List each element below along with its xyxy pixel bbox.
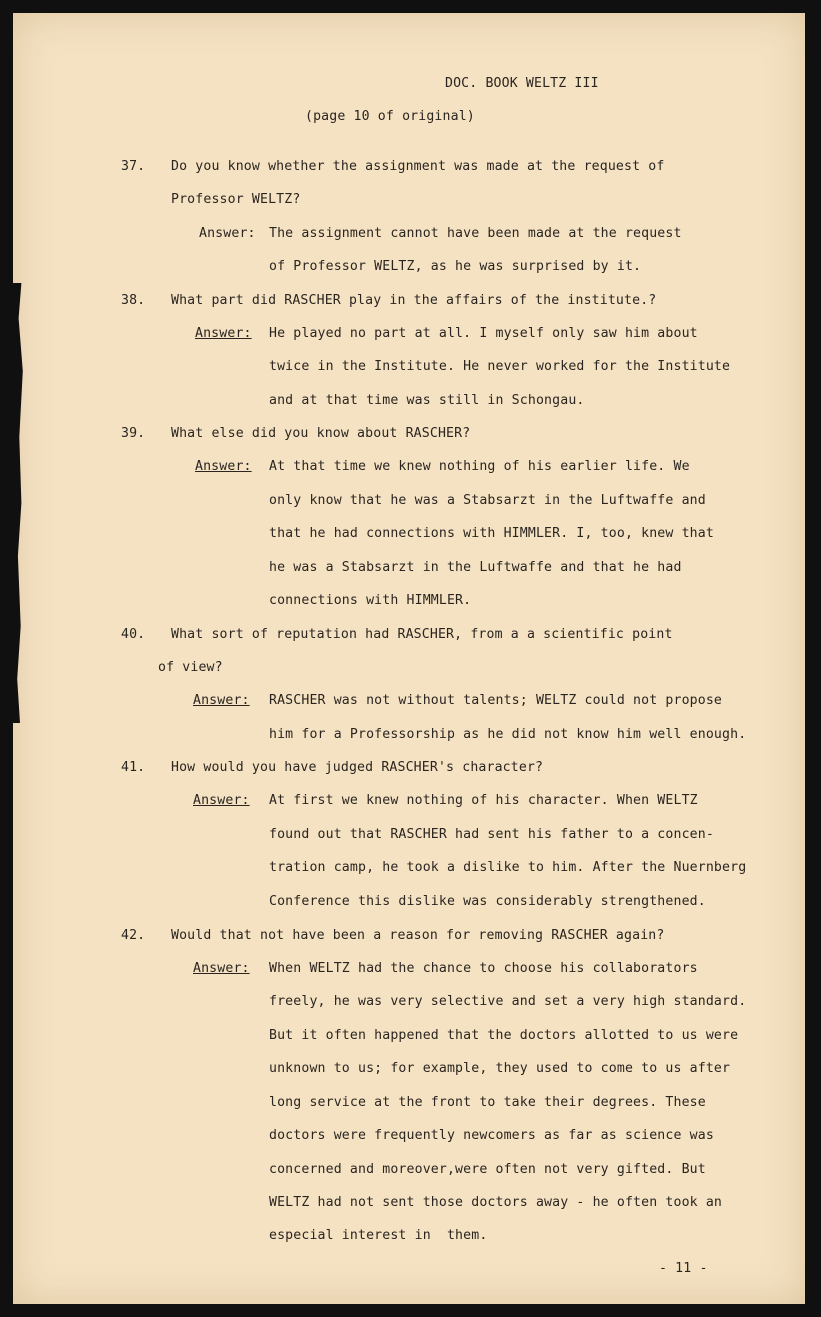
answer-line: doctors were frequently newcomers as far as science was	[269, 1128, 714, 1143]
question-line: How would you have judged RASCHER's character?	[171, 760, 544, 775]
item-number: 40.	[121, 627, 146, 642]
answer-line: connections with HIMMLER.	[269, 593, 472, 608]
answer-label: Answer:	[199, 226, 256, 241]
torn-edge	[13, 283, 27, 723]
answer-line: At first we knew nothing of his character. When WELTZ	[269, 793, 698, 808]
item-number: 38.	[121, 293, 146, 308]
answer-line: concerned and moreover,were often not very gifted. But	[269, 1162, 706, 1177]
question-line: Do you know whether the assignment was made at the request of	[171, 159, 665, 174]
answer-line: only know that he was a Stabsarzt in the Luftwaffe and	[269, 493, 706, 508]
answer-line: When WELTZ had the chance to choose his collaborators	[269, 961, 698, 976]
answer-label: Answer:	[195, 326, 252, 341]
item-number: 39.	[121, 426, 146, 441]
answer-line: unknown to us; for example, they used to come to us after	[269, 1061, 731, 1076]
document-page	[13, 13, 805, 1304]
answer-line: tration camp, he took a dislike to him. After the Nuernberg	[269, 860, 747, 875]
page-number: - 11 -	[659, 1261, 708, 1276]
answer-line: that he had connections with HIMMLER. I, too, knew that	[269, 526, 714, 541]
question-line: Professor WELTZ?	[171, 192, 301, 207]
question-line: What part did RASCHER play in the affairs of the institute.?	[171, 293, 657, 308]
answer-line: RASCHER was not without talents; WELTZ could not propose	[269, 693, 723, 708]
question-line: What else did you know about RASCHER?	[171, 426, 471, 441]
doc-reference: DOC. BOOK WELTZ III	[445, 76, 599, 91]
answer-line: found out that RASCHER had sent his father to a concen-	[269, 827, 714, 842]
answer-line: He played no part at all. I myself only saw him about	[269, 326, 698, 341]
answer-label: Answer:	[193, 961, 250, 976]
answer-line: freely, he was very selective and set a very high standard.	[269, 994, 747, 1009]
question-line: What sort of reputation had RASCHER, from a a scientific point	[171, 627, 673, 642]
question-line: Would that not have been a reason for removing RASCHER again?	[171, 928, 665, 943]
item-number: 42.	[121, 928, 146, 943]
answer-line: long service at the front to take their degrees. These	[269, 1095, 706, 1110]
answer-line: At that time we knew nothing of his earlier life. We	[269, 459, 690, 474]
answer-label: Answer:	[195, 459, 252, 474]
answer-line: him for a Professorship as he did not know him well enough.	[269, 727, 747, 742]
answer-label: Answer:	[193, 793, 250, 808]
answer-line: But it often happened that the doctors allotted to us were	[269, 1028, 739, 1043]
answer-line: he was a Stabsarzt in the Luftwaffe and that he had	[269, 560, 682, 575]
answer-line: and at that time was still in Schongau.	[269, 393, 585, 408]
item-number: 37.	[121, 159, 146, 174]
answer-line: of Professor WELTZ, as he was surprised by it.	[269, 259, 642, 274]
answer-line: The assignment cannot have been made at the request	[269, 226, 682, 241]
original-page-note: (page 10 of original)	[305, 109, 475, 124]
answer-line: WELTZ had not sent those doctors away - he often took an	[269, 1195, 723, 1210]
item-number: 41.	[121, 760, 146, 775]
question-line: of view?	[158, 660, 223, 675]
answer-label: Answer:	[193, 693, 250, 708]
answer-line: Conference this dislike was considerably strengthened.	[269, 894, 706, 909]
answer-line: especial interest in them.	[269, 1228, 488, 1243]
answer-line: twice in the Institute. He never worked for the Institute	[269, 359, 731, 374]
